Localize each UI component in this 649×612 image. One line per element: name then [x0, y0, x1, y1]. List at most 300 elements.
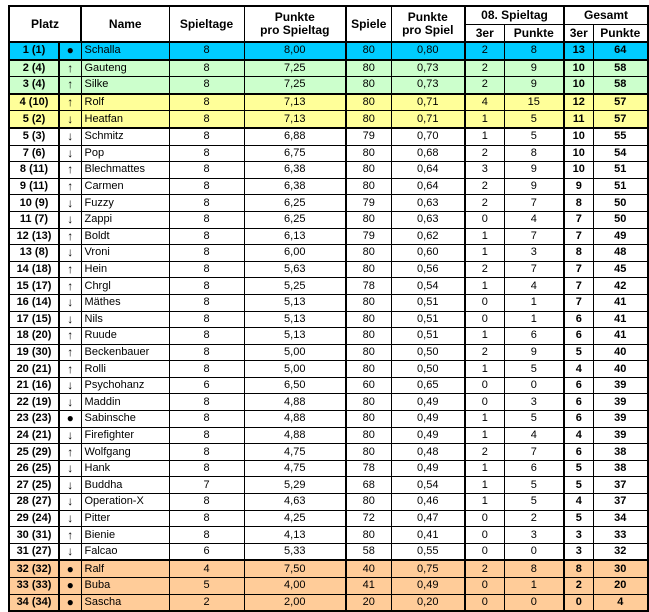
- spieltage-cell: 8: [169, 294, 244, 311]
- ges_punkte-cell: 50: [593, 211, 648, 228]
- table-row: [9, 444, 648, 461]
- ges_punkte-cell: 55: [593, 128, 648, 145]
- name-cell: Nils: [81, 311, 169, 328]
- st8_punkte-cell: 1: [504, 311, 564, 328]
- st8_3er-cell: 1: [465, 278, 504, 295]
- ges_3er-cell: 5: [564, 460, 593, 477]
- table-row: [9, 560, 648, 577]
- st8_punkte-cell: 9: [504, 344, 564, 361]
- spieltage-cell: 8: [169, 311, 244, 328]
- spieltage-cell: 8: [169, 245, 244, 262]
- spieltage-cell: 8: [169, 344, 244, 361]
- name-cell: Silke: [81, 77, 169, 94]
- ges_3er-cell: 4: [564, 494, 593, 511]
- trend-down-icon: ↓: [59, 510, 81, 527]
- spieltage-cell: 8: [169, 128, 244, 145]
- st8_3er-cell: 1: [465, 460, 504, 477]
- spieltage-cell: 8: [169, 60, 244, 77]
- name-cell: Buddha: [81, 477, 169, 494]
- spiele-cell: 20: [346, 594, 391, 611]
- ges_punkte-cell: 41: [593, 328, 648, 345]
- spiele-cell: 80: [346, 178, 391, 195]
- rank-cell: 30 (31): [9, 527, 59, 544]
- table-row: [9, 111, 648, 128]
- rank-cell: 14 (18): [9, 261, 59, 278]
- name-cell: Vroni: [81, 245, 169, 262]
- ppst-cell: 8,00: [244, 42, 346, 60]
- ppst-cell: 6,00: [244, 245, 346, 262]
- st8_3er-cell: 2: [465, 60, 504, 77]
- st8_punkte-cell: 9: [504, 60, 564, 77]
- st8_punkte-cell: 0: [504, 543, 564, 560]
- spiele-cell: 80: [346, 444, 391, 461]
- table-row: [9, 245, 648, 262]
- col-group-header-08-spieltag: 08. Spieltag: [465, 6, 564, 25]
- ppst-cell: 6,25: [244, 211, 346, 228]
- col-header-platz: Platz: [9, 6, 81, 42]
- ppst-cell: 6,38: [244, 162, 346, 179]
- pps-cell: 0,51: [391, 294, 465, 311]
- ppst-cell: 2,00: [244, 594, 346, 611]
- spieltage-cell: 8: [169, 394, 244, 411]
- col-header-punkte-pro-spiel: [391, 6, 465, 42]
- pps-cell: 0,68: [391, 145, 465, 162]
- rank-cell: 2 (4): [9, 60, 59, 77]
- ges_punkte-cell: 39: [593, 394, 648, 411]
- pps-cell: 0,50: [391, 344, 465, 361]
- st8_punkte-cell: 6: [504, 328, 564, 345]
- spiele-cell: 80: [346, 344, 391, 361]
- spieltage-cell: 5: [169, 578, 244, 595]
- st8_3er-cell: 2: [465, 178, 504, 195]
- st8_punkte-cell: 3: [504, 394, 564, 411]
- rank-cell: 16 (14): [9, 294, 59, 311]
- col-header-spiele: Spiele: [346, 6, 391, 42]
- trend-up-icon: ↑: [59, 178, 81, 195]
- st8_punkte-cell: 7: [504, 228, 564, 245]
- rank-cell: 5 (3): [9, 128, 59, 145]
- ppst-cell: 6,88: [244, 128, 346, 145]
- trend-up-icon: ↑: [59, 94, 81, 111]
- spiele-cell: 72: [346, 510, 391, 527]
- st8_3er-cell: 0: [465, 394, 504, 411]
- name-cell: Bienie: [81, 527, 169, 544]
- st8_3er-cell: 0: [465, 294, 504, 311]
- ppst-cell: 4,88: [244, 411, 346, 428]
- name-cell: Beckenbauer: [81, 344, 169, 361]
- table-header: [9, 6, 648, 42]
- name-cell: Carmen: [81, 178, 169, 195]
- spieltage-cell: 8: [169, 195, 244, 212]
- spiele-cell: 80: [346, 42, 391, 60]
- trend-same-icon: ●: [59, 411, 81, 428]
- table-row: [9, 77, 648, 94]
- table-row: [9, 178, 648, 195]
- rank-cell: 13 (8): [9, 245, 59, 262]
- pps-cell: 0,75: [391, 560, 465, 577]
- pps-cell: 0,56: [391, 261, 465, 278]
- name-cell: Pitter: [81, 510, 169, 527]
- st8_punkte-cell: 4: [504, 278, 564, 295]
- spieltage-cell: 8: [169, 427, 244, 444]
- ges_3er-cell: 4: [564, 361, 593, 378]
- ges_punkte-cell: 50: [593, 195, 648, 212]
- spieltage-cell: 8: [169, 162, 244, 179]
- st8_3er-cell: 1: [465, 245, 504, 262]
- st8_3er-cell: 2: [465, 195, 504, 212]
- table-row: [9, 162, 648, 179]
- name-cell: Psychohanz: [81, 377, 169, 394]
- trend-down-icon: ↓: [59, 211, 81, 228]
- ppst-cell: 4,88: [244, 427, 346, 444]
- rank-cell: 32 (32): [9, 560, 59, 577]
- ges_punkte-cell: 20: [593, 578, 648, 595]
- table-row: [9, 42, 648, 60]
- ges_3er-cell: 6: [564, 394, 593, 411]
- rank-cell: 21 (16): [9, 377, 59, 394]
- ges_punkte-cell: 49: [593, 228, 648, 245]
- spiele-cell: 41: [346, 578, 391, 595]
- spiele-cell: 80: [346, 494, 391, 511]
- trend-down-icon: ↓: [59, 494, 81, 511]
- pps-cell: 0,80: [391, 42, 465, 60]
- ges_punkte-cell: 39: [593, 377, 648, 394]
- ges_punkte-cell: 41: [593, 294, 648, 311]
- name-cell: Rolli: [81, 361, 169, 378]
- ges_punkte-cell: 57: [593, 111, 648, 128]
- trend-down-icon: ↓: [59, 477, 81, 494]
- spieltage-cell: 6: [169, 377, 244, 394]
- pps-cell: 0,73: [391, 60, 465, 77]
- spiele-cell: 80: [346, 311, 391, 328]
- table-row: [9, 195, 648, 212]
- spiele-cell: 60: [346, 377, 391, 394]
- spieltage-cell: 8: [169, 494, 244, 511]
- trend-down-icon: ↓: [59, 427, 81, 444]
- ppst-cell: 7,13: [244, 111, 346, 128]
- ges_3er-cell: 7: [564, 294, 593, 311]
- ges_3er-cell: 5: [564, 344, 593, 361]
- spiele-cell: 80: [346, 111, 391, 128]
- pps-cell: 0,49: [391, 578, 465, 595]
- ges_punkte-cell: 37: [593, 494, 648, 511]
- pps-cell: 0,54: [391, 477, 465, 494]
- ges_punkte-cell: 40: [593, 361, 648, 378]
- st8_3er-cell: 0: [465, 510, 504, 527]
- ges_punkte-cell: 33: [593, 527, 648, 544]
- spiele-cell: 80: [346, 361, 391, 378]
- ges_punkte-cell: 64: [593, 42, 648, 60]
- rank-cell: 5 (2): [9, 111, 59, 128]
- ges_3er-cell: 6: [564, 311, 593, 328]
- st8_3er-cell: 0: [465, 543, 504, 560]
- name-cell: Gauteng: [81, 60, 169, 77]
- ppst-cell: 5,13: [244, 294, 346, 311]
- trend-up-icon: ↑: [59, 361, 81, 378]
- ges_punkte-cell: 38: [593, 460, 648, 477]
- st8_3er-cell: 0: [465, 211, 504, 228]
- header-pro-spiel-line: pro Spiel: [402, 23, 454, 37]
- ppst-cell: 5,13: [244, 328, 346, 345]
- ges_punkte-cell: 42: [593, 278, 648, 295]
- spieltage-cell: 6: [169, 543, 244, 560]
- spiele-cell: 80: [346, 394, 391, 411]
- table-row: [9, 294, 648, 311]
- st8_3er-cell: 1: [465, 228, 504, 245]
- table-row: [9, 211, 648, 228]
- name-cell: Falcao: [81, 543, 169, 560]
- name-cell: Wolfgang: [81, 444, 169, 461]
- spiele-cell: 80: [346, 94, 391, 111]
- st8_punkte-cell: 9: [504, 77, 564, 94]
- st8_punkte-cell: 0: [504, 377, 564, 394]
- st8_3er-cell: 2: [465, 444, 504, 461]
- spieltage-cell: 8: [169, 278, 244, 295]
- spieltage-cell: 4: [169, 560, 244, 577]
- pps-cell: 0,71: [391, 94, 465, 111]
- pps-cell: 0,64: [391, 178, 465, 195]
- name-cell: Maddin: [81, 394, 169, 411]
- spiele-cell: 68: [346, 477, 391, 494]
- name-cell: Sascha: [81, 594, 169, 611]
- table-row: [9, 278, 648, 295]
- pps-cell: 0,62: [391, 228, 465, 245]
- trend-same-icon: ●: [59, 42, 81, 60]
- table-row: [9, 361, 648, 378]
- ges_punkte-cell: 58: [593, 77, 648, 94]
- ges_punkte-cell: 57: [593, 94, 648, 111]
- ges_punkte-cell: 51: [593, 162, 648, 179]
- st8_punkte-cell: 1: [504, 578, 564, 595]
- st8_punkte-cell: 0: [504, 594, 564, 611]
- ges_punkte-cell: 40: [593, 344, 648, 361]
- name-cell: Blechmattes: [81, 162, 169, 179]
- st8_3er-cell: 0: [465, 594, 504, 611]
- col-header-spieltage: Spieltage: [169, 6, 244, 42]
- st8_3er-cell: 0: [465, 377, 504, 394]
- ppst-cell: 5,33: [244, 543, 346, 560]
- spieltage-cell: 8: [169, 444, 244, 461]
- league-table-body: [9, 42, 648, 611]
- rank-cell: 19 (30): [9, 344, 59, 361]
- table-row: [9, 261, 648, 278]
- spieltage-cell: 8: [169, 228, 244, 245]
- trend-same-icon: ●: [59, 578, 81, 595]
- st8_3er-cell: 2: [465, 261, 504, 278]
- name-cell: Fuzzy: [81, 195, 169, 212]
- pps-cell: 0,20: [391, 594, 465, 611]
- ppst-cell: 4,63: [244, 494, 346, 511]
- st8_punkte-cell: 7: [504, 261, 564, 278]
- name-cell: Zappi: [81, 211, 169, 228]
- pps-cell: 0,63: [391, 211, 465, 228]
- trend-up-icon: ↑: [59, 261, 81, 278]
- spiele-cell: 80: [346, 427, 391, 444]
- st8_punkte-cell: 7: [504, 444, 564, 461]
- spiele-cell: 80: [346, 162, 391, 179]
- name-cell: Chrgl: [81, 278, 169, 295]
- pps-cell: 0,51: [391, 311, 465, 328]
- st8_punkte-cell: 8: [504, 42, 564, 60]
- ges_punkte-cell: 48: [593, 245, 648, 262]
- rank-cell: 15 (17): [9, 278, 59, 295]
- ppst-cell: 4,00: [244, 578, 346, 595]
- ppst-cell: 6,13: [244, 228, 346, 245]
- st8_punkte-cell: 15: [504, 94, 564, 111]
- name-cell: Pop: [81, 145, 169, 162]
- trend-down-icon: ↓: [59, 543, 81, 560]
- table-row: [9, 377, 648, 394]
- spieltage-cell: 8: [169, 211, 244, 228]
- rank-cell: 28 (27): [9, 494, 59, 511]
- spiele-cell: 79: [346, 228, 391, 245]
- ges_punkte-cell: 54: [593, 145, 648, 162]
- table-row: [9, 228, 648, 245]
- spieltage-cell: 8: [169, 460, 244, 477]
- ppst-cell: 4,13: [244, 527, 346, 544]
- ges_3er-cell: 3: [564, 543, 593, 560]
- rank-cell: 8 (11): [9, 162, 59, 179]
- name-cell: Operation-X: [81, 494, 169, 511]
- ppst-cell: 5,25: [244, 278, 346, 295]
- ges_3er-cell: 2: [564, 578, 593, 595]
- rank-cell: 20 (21): [9, 361, 59, 378]
- rank-cell: 18 (20): [9, 328, 59, 345]
- ppst-cell: 4,88: [244, 394, 346, 411]
- ges_3er-cell: 7: [564, 228, 593, 245]
- trend-down-icon: ↓: [59, 460, 81, 477]
- subheader-08-3er: 3er: [465, 25, 504, 43]
- ges_3er-cell: 6: [564, 377, 593, 394]
- col-header-punkte-pro-spieltag: [244, 6, 346, 42]
- ppst-cell: 6,75: [244, 145, 346, 162]
- st8_punkte-cell: 5: [504, 477, 564, 494]
- spieltage-cell: 8: [169, 510, 244, 527]
- st8_punkte-cell: 9: [504, 178, 564, 195]
- ges_3er-cell: 5: [564, 510, 593, 527]
- rank-cell: 1 (1): [9, 42, 59, 60]
- ges_3er-cell: 7: [564, 278, 593, 295]
- st8_punkte-cell: 5: [504, 411, 564, 428]
- ges_3er-cell: 7: [564, 211, 593, 228]
- st8_3er-cell: 1: [465, 427, 504, 444]
- ges_3er-cell: 5: [564, 477, 593, 494]
- st8_3er-cell: 2: [465, 145, 504, 162]
- table-row: [9, 394, 648, 411]
- header-row-1: [9, 6, 648, 25]
- col-group-header-gesamt: Gesamt: [564, 6, 648, 25]
- ges_punkte-cell: 32: [593, 543, 648, 560]
- st8_3er-cell: 0: [465, 527, 504, 544]
- st8_punkte-cell: 5: [504, 361, 564, 378]
- ges_3er-cell: 13: [564, 42, 593, 60]
- ppst-cell: 7,13: [244, 94, 346, 111]
- name-cell: Rolf: [81, 94, 169, 111]
- ppst-cell: 5,00: [244, 361, 346, 378]
- ges_punkte-cell: 39: [593, 411, 648, 428]
- spiele-cell: 79: [346, 128, 391, 145]
- spieltage-cell: 8: [169, 77, 244, 94]
- trend-down-icon: ↓: [59, 195, 81, 212]
- name-cell: Heatfan: [81, 111, 169, 128]
- trend-same-icon: ●: [59, 560, 81, 577]
- spieltage-cell: 8: [169, 178, 244, 195]
- table-row: [9, 60, 648, 77]
- st8_3er-cell: 0: [465, 578, 504, 595]
- ges_3er-cell: 10: [564, 162, 593, 179]
- rank-cell: 24 (21): [9, 427, 59, 444]
- table-row: [9, 510, 648, 527]
- spiele-cell: 80: [346, 411, 391, 428]
- ppst-cell: 4,75: [244, 444, 346, 461]
- table-row: [9, 477, 648, 494]
- rank-cell: 26 (25): [9, 460, 59, 477]
- st8_punkte-cell: 3: [504, 245, 564, 262]
- trend-same-icon: ●: [59, 594, 81, 611]
- pps-cell: 0,54: [391, 278, 465, 295]
- ppst-cell: 5,13: [244, 311, 346, 328]
- spiele-cell: 80: [346, 60, 391, 77]
- trend-down-icon: ↓: [59, 394, 81, 411]
- ppst-cell: 6,50: [244, 377, 346, 394]
- st8_punkte-cell: 2: [504, 510, 564, 527]
- st8_3er-cell: 1: [465, 361, 504, 378]
- st8_3er-cell: 2: [465, 77, 504, 94]
- ppst-cell: 6,25: [244, 195, 346, 212]
- ges_3er-cell: 8: [564, 195, 593, 212]
- st8_punkte-cell: 4: [504, 211, 564, 228]
- table-row: [9, 427, 648, 444]
- rank-cell: 10 (9): [9, 195, 59, 212]
- rank-cell: 7 (6): [9, 145, 59, 162]
- spiele-cell: 58: [346, 543, 391, 560]
- spieltage-cell: 8: [169, 145, 244, 162]
- ges_3er-cell: 9: [564, 178, 593, 195]
- ges_3er-cell: 12: [564, 94, 593, 111]
- trend-up-icon: ↑: [59, 344, 81, 361]
- pps-cell: 0,63: [391, 195, 465, 212]
- pps-cell: 0,47: [391, 510, 465, 527]
- ges_3er-cell: 6: [564, 444, 593, 461]
- st8_punkte-cell: 8: [504, 560, 564, 577]
- header-punkte-line: Punkte: [274, 10, 315, 24]
- ges_punkte-cell: 34: [593, 510, 648, 527]
- name-cell: Ruude: [81, 328, 169, 345]
- ges_3er-cell: 11: [564, 111, 593, 128]
- name-cell: Schalla: [81, 42, 169, 60]
- header-pro-spieltag-line: pro Spieltag: [260, 23, 330, 37]
- ppst-cell: 7,25: [244, 77, 346, 94]
- st8_punkte-cell: 1: [504, 294, 564, 311]
- trend-up-icon: ↑: [59, 77, 81, 94]
- name-cell: Mäthes: [81, 294, 169, 311]
- spieltage-cell: 8: [169, 328, 244, 345]
- pps-cell: 0,48: [391, 444, 465, 461]
- spieltage-cell: 8: [169, 411, 244, 428]
- ges_3er-cell: 10: [564, 60, 593, 77]
- st8_punkte-cell: 8: [504, 145, 564, 162]
- st8_punkte-cell: 9: [504, 162, 564, 179]
- pps-cell: 0,49: [391, 427, 465, 444]
- rank-cell: 23 (23): [9, 411, 59, 428]
- rank-cell: 27 (25): [9, 477, 59, 494]
- rank-cell: 3 (4): [9, 77, 59, 94]
- ppst-cell: 6,38: [244, 178, 346, 195]
- table-row: [9, 494, 648, 511]
- st8_3er-cell: 3: [465, 162, 504, 179]
- trend-down-icon: ↓: [59, 128, 81, 145]
- table-row: [9, 328, 648, 345]
